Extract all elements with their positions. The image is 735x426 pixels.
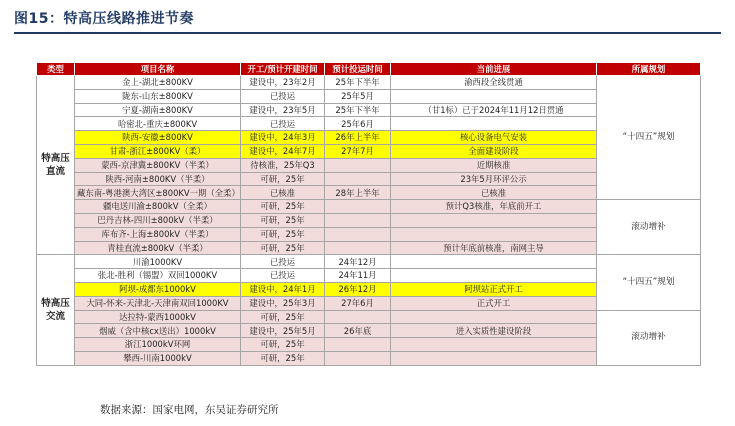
figure-title: 图15：特高压线路推进节奏 (14, 11, 194, 27)
header-operation: 预计投运时间 (325, 63, 391, 76)
start-time-cell: 已投运 (241, 117, 325, 131)
plan-cell: 滚动增补 (597, 200, 701, 255)
operation-time-cell: 28年上半年 (325, 186, 391, 200)
operation-time-cell (325, 200, 391, 214)
operation-time-cell: 27年7月 (325, 144, 391, 158)
operation-time-cell: 25年5月 (325, 89, 391, 103)
project-name-cell: 甘肃-浙江±800KV（柔） (75, 144, 241, 158)
progress-cell (391, 351, 597, 365)
operation-time-cell: 27年6月 (325, 296, 391, 310)
project-name-cell: 藏东南-粤港澳大湾区±800KV一期（全柔） (75, 186, 241, 200)
progress-cell (391, 255, 597, 269)
start-time-cell: 已核准 (241, 186, 325, 200)
project-name-cell: 烟威（含中核cx送出）1000kV (75, 324, 241, 338)
project-name-cell: 金上-湖北±800KV (75, 76, 241, 90)
header-type: 类型 (37, 63, 75, 76)
start-time-cell: 可研，25年 (241, 172, 325, 186)
progress-cell: 已核准 (391, 186, 597, 200)
start-time-cell: 可研，25年 (241, 241, 325, 255)
plan-cell: “十四五”规划 (597, 76, 701, 200)
progress-cell: 预计年底前核准，南网主导 (391, 241, 597, 255)
progress-cell: 核心设备电气安装 (391, 131, 597, 145)
operation-time-cell (325, 351, 391, 365)
progress-cell (391, 213, 597, 227)
start-time-cell: 建设中，25年5月 (241, 324, 325, 338)
start-time-cell: 建设中，24年1月 (241, 282, 325, 296)
progress-cell: 渝西段全线贯通 (391, 76, 597, 90)
progress-cell: 近期核准 (391, 158, 597, 172)
table-body (37, 76, 701, 366)
operation-time-cell (325, 213, 391, 227)
project-name-cell: 疆电送川渝±800kV（全柔） (75, 200, 241, 214)
project-name-cell: 库布齐-上海±800kV（半柔） (75, 227, 241, 241)
project-name-cell: 宁夏-湖南±800KV (75, 103, 241, 117)
project-name-cell: 川渝1000KV (75, 255, 241, 269)
start-time-cell: 可研，25年 (241, 310, 325, 324)
data-source-note: 数据来源：国家电网，东吴证券研究所 (100, 404, 279, 416)
operation-time-cell (325, 172, 391, 186)
operation-time-cell: 26年12月 (325, 282, 391, 296)
progress-cell (391, 338, 597, 352)
project-name-cell: 陕西-安徽±800KV (75, 131, 241, 145)
table-header-row (37, 63, 701, 76)
start-time-cell: 可研，25年 (241, 213, 325, 227)
category-cell: 特高压 直流 (37, 76, 75, 255)
operation-time-cell: 25年下半年 (325, 76, 391, 90)
project-name-cell: 蒙西-京津冀±800KV（半柔） (75, 158, 241, 172)
start-time-cell: 待核准，25年Q3 (241, 158, 325, 172)
start-time-cell: 建设中，25年3月 (241, 296, 325, 310)
operation-time-cell: 25年下半年 (325, 103, 391, 117)
start-time-cell: 可研，25年 (241, 351, 325, 365)
project-name-cell: 大同-怀来-天津北-天津南双回1000KV (75, 296, 241, 310)
category-cell: 特高压 交流 (37, 255, 75, 365)
progress-cell: 23年5月环评公示 (391, 172, 597, 186)
plan-cell: “十四五”规划 (597, 255, 701, 310)
header-progress: 当前进展 (391, 63, 597, 76)
table-row (37, 200, 701, 214)
progress-cell (391, 227, 597, 241)
operation-time-cell: 25年6月 (325, 117, 391, 131)
table-row (37, 76, 701, 90)
project-name-cell: 青桂直流±800kV（半柔） (75, 241, 241, 255)
project-name-cell: 浙江1000kV环网 (75, 338, 241, 352)
operation-time-cell (325, 241, 391, 255)
plan-cell: 滚动增补 (597, 310, 701, 365)
progress-cell (391, 310, 597, 324)
start-time-cell: 可研，25年 (241, 338, 325, 352)
project-name-cell: 陕西-河南±800KV（半柔） (75, 172, 241, 186)
operation-time-cell: 24年11月 (325, 269, 391, 283)
progress-cell: 进入实质性建设阶段 (391, 324, 597, 338)
project-name-cell: 达拉特-蒙西1000kV (75, 310, 241, 324)
progress-cell (391, 89, 597, 103)
project-name-cell: 巴丹吉林-四川±800kV（半柔） (75, 213, 241, 227)
project-name-cell: 哈密北-重庆±800KV (75, 117, 241, 131)
uhv-schedule-table (36, 62, 701, 366)
start-time-cell: 已投运 (241, 269, 325, 283)
progress-cell (391, 269, 597, 283)
operation-time-cell (325, 338, 391, 352)
operation-time-cell (325, 310, 391, 324)
start-time-cell: 建设中，23年2月 (241, 76, 325, 90)
progress-cell: 阿坝站正式开工 (391, 282, 597, 296)
project-name-cell: 陇东-山东±800KV (75, 89, 241, 103)
progress-cell: （甘1标）已于2024年11月12日贯通 (391, 103, 597, 117)
operation-time-cell: 24年12月 (325, 255, 391, 269)
header-start: 开工/预计开建时间 (241, 63, 325, 76)
progress-cell: 正式开工 (391, 296, 597, 310)
table-row (37, 310, 701, 324)
progress-cell: 预计Q3核准，年底前开工 (391, 200, 597, 214)
start-time-cell: 可研，25年 (241, 227, 325, 241)
header-project: 项目名称 (75, 63, 241, 76)
start-time-cell: 已投运 (241, 255, 325, 269)
project-name-cell: 张北-胜利（锡盟）双回1000KV (75, 269, 241, 283)
operation-time-cell: 26年底 (325, 324, 391, 338)
progress-cell: 全面建设阶段 (391, 144, 597, 158)
start-time-cell: 建设中，24年3月 (241, 131, 325, 145)
start-time-cell: 建设中，24年7月 (241, 144, 325, 158)
operation-time-cell (325, 227, 391, 241)
project-name-cell: 攀西-川南1000kV (75, 351, 241, 365)
operation-time-cell (325, 158, 391, 172)
title-divider (14, 32, 721, 34)
header-plan: 所属规划 (597, 63, 701, 76)
progress-cell (391, 117, 597, 131)
table-row (37, 255, 701, 269)
project-name-cell: 阿坝-成都东1000kV (75, 282, 241, 296)
start-time-cell: 已投运 (241, 89, 325, 103)
start-time-cell: 建设中，23年5月 (241, 103, 325, 117)
start-time-cell: 可研，25年 (241, 200, 325, 214)
operation-time-cell: 26年上半年 (325, 131, 391, 145)
